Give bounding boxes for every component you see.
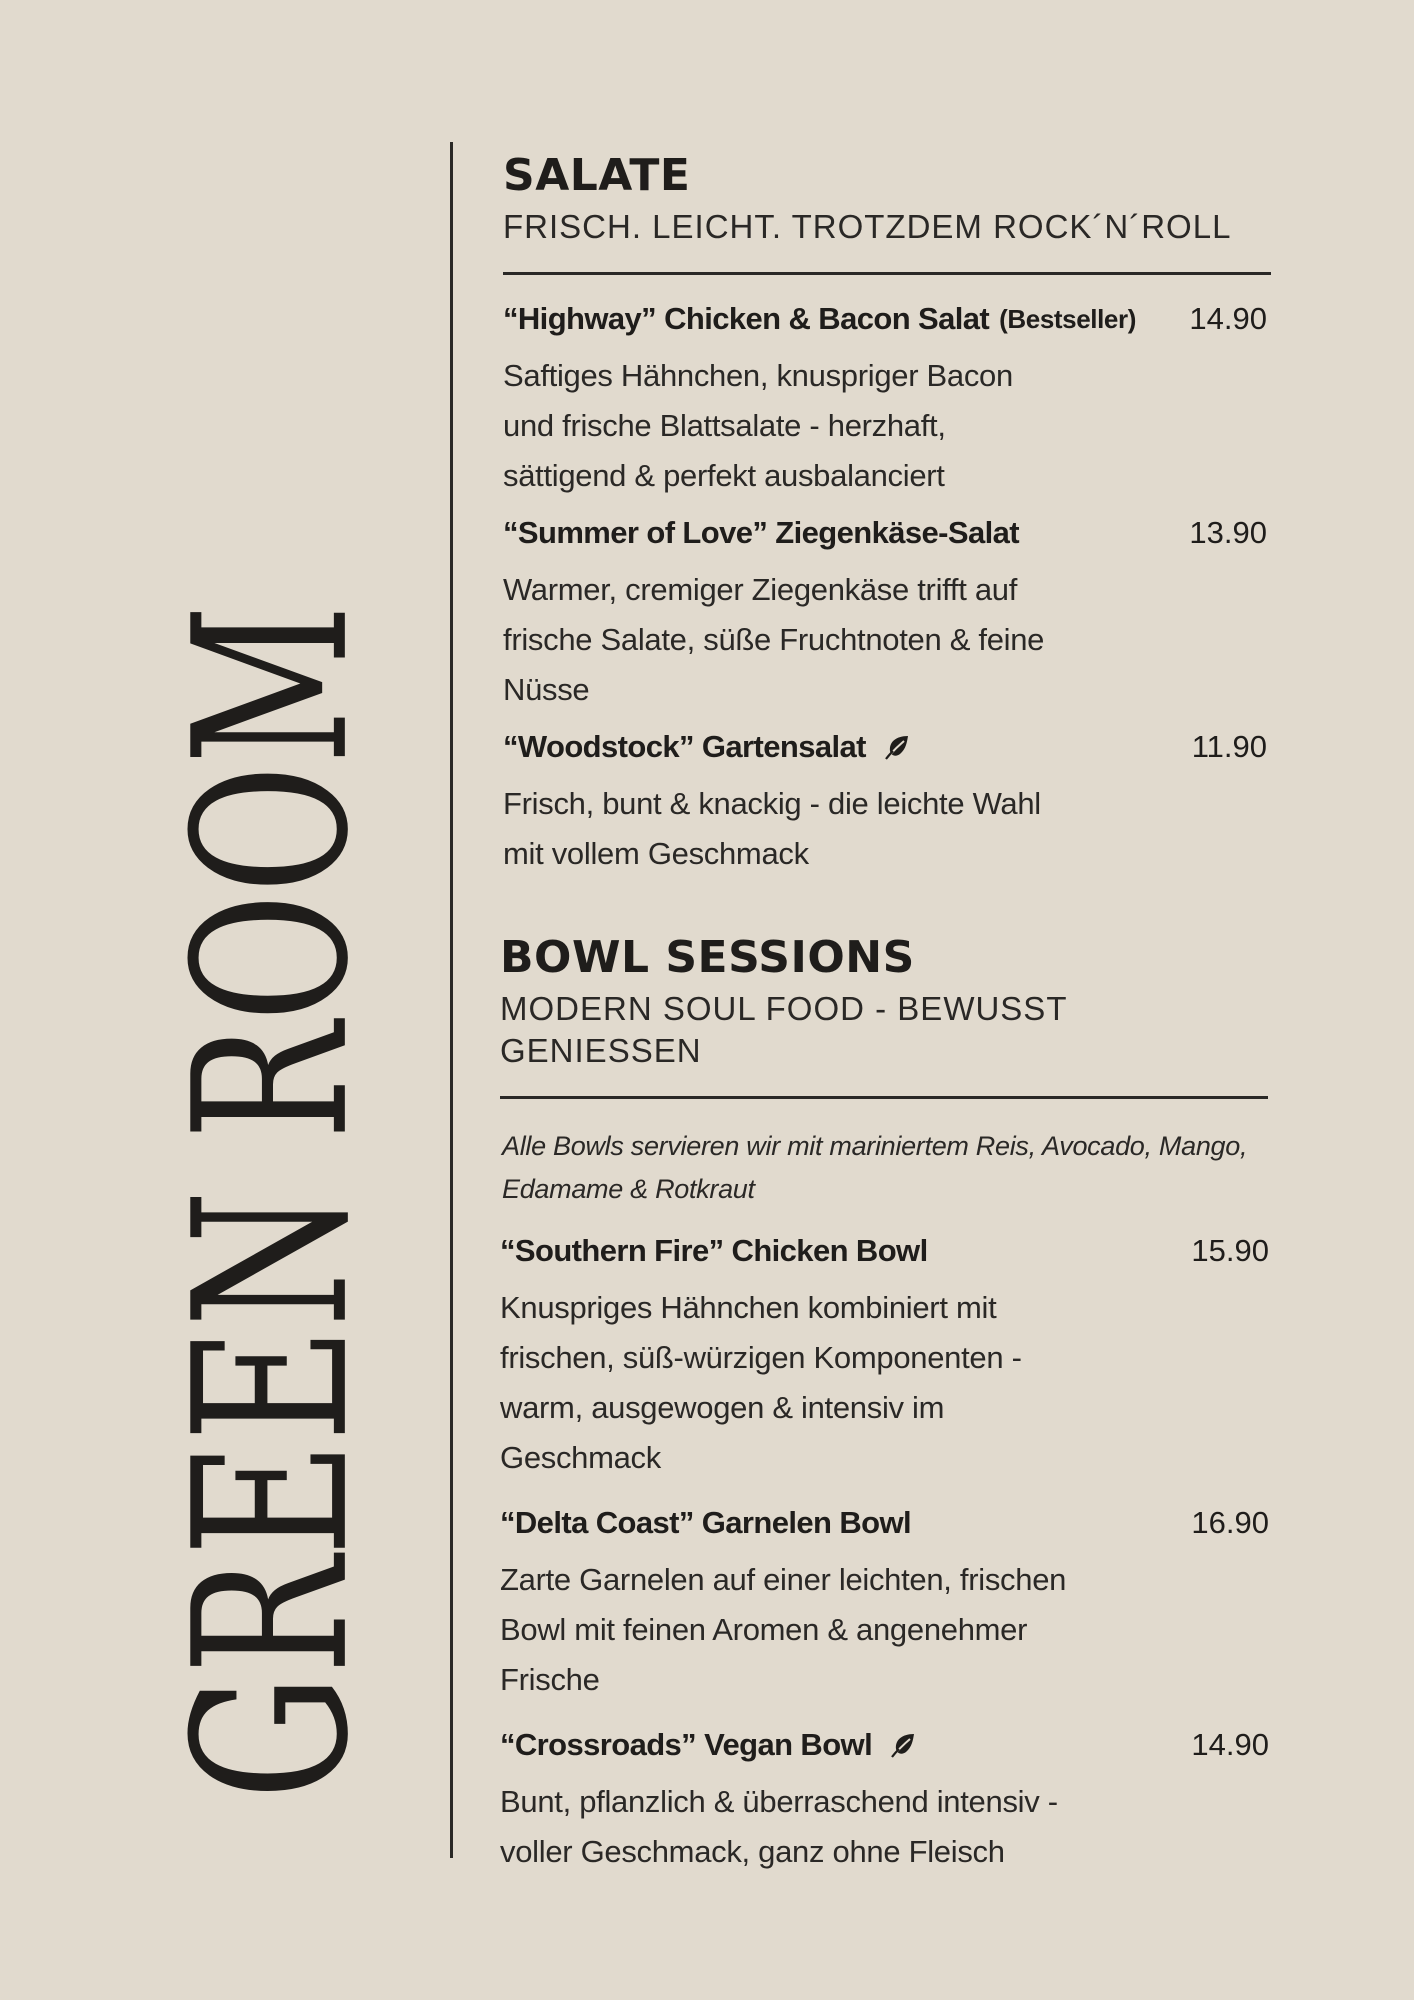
section-subtitle: MODERN SOUL FOOD - BEWUSST GENIESSEN <box>500 990 1067 1069</box>
section-rule <box>503 272 1271 275</box>
item-price: 15.90 <box>1191 1233 1269 1268</box>
item-price: 14.90 <box>1191 1727 1269 1762</box>
bowls-intro: Alle Bowls servieren wir mit mariniertem Reis, Avocado, Mango, Edamame & Rotkraut <box>502 1131 1248 1204</box>
leaf-icon <box>882 732 912 762</box>
brand-logo <box>148 552 396 1852</box>
menu-item <box>500 1233 1273 1483</box>
item-description: Warmer, cremiger Ziegenkäse trifft auf frische Salate, süße Fruchtnoten & feine Nüsse <box>503 572 1045 707</box>
item-description: Bunt, pflanzlich & überraschend intensiv - voller Geschmack, ganz ohne Fleisch <box>500 1784 1058 1869</box>
item-name: “Woodstock” Gartensalat <box>503 729 866 764</box>
item-price: 11.90 <box>1191 729 1267 764</box>
menu-item <box>503 729 1271 879</box>
item-description: Frisch, bunt & knackig - die leichte Wahl mit vollem Geschmack <box>503 786 1041 871</box>
section-title: SALATE <box>503 150 691 201</box>
section-rule <box>500 1096 1268 1099</box>
menu-item <box>503 515 1271 715</box>
item-name: “Crossroads” Vegan Bowl <box>500 1727 873 1762</box>
section-bowls <box>500 930 1273 1891</box>
brand-name: GREEN ROOM <box>148 604 396 1800</box>
leaf-icon <box>888 1730 918 1760</box>
item-name: “Highway” Chicken & Bacon Salat <box>503 301 990 336</box>
item-price: 16.90 <box>1191 1505 1269 1540</box>
item-price: 13.90 <box>1189 515 1267 550</box>
vertical-divider <box>450 142 453 1858</box>
section-subtitle: FRISCH. LEICHT. TROTZDEM ROCK´N´ROLL <box>503 208 1232 245</box>
item-price: 14.90 <box>1189 301 1267 336</box>
section-title: BOWL SESSIONS <box>500 932 915 983</box>
item-description: Knuspriges Hähnchen kombiniert mit frischen, süß-würzigen Komponenten - warm, ausgewogen & intensiv im Geschmack <box>500 1290 1022 1475</box>
item-name: “Southern Fire” Chicken Bowl <box>500 1233 928 1268</box>
item-name: “Delta Coast” Garnelen Bowl <box>500 1505 912 1540</box>
item-description: Zarte Garnelen auf einer leichten, frischen Bowl mit feinen Aromen & angenehmer Frische <box>500 1562 1067 1697</box>
bestseller-tag: (Bestseller) <box>999 303 1136 334</box>
menu-item <box>500 1727 1273 1877</box>
item-name: “Summer of Love” Ziegenkäse-Salat <box>503 515 1019 550</box>
menu-item <box>500 1505 1273 1705</box>
section-salate <box>503 148 1271 893</box>
item-description: Saftiges Hähnchen, knuspriger Bacon und frische Blattsalate - herzhaft, sättigend & perfekt ausbalanciert <box>503 358 1013 493</box>
menu-item <box>503 301 1271 501</box>
